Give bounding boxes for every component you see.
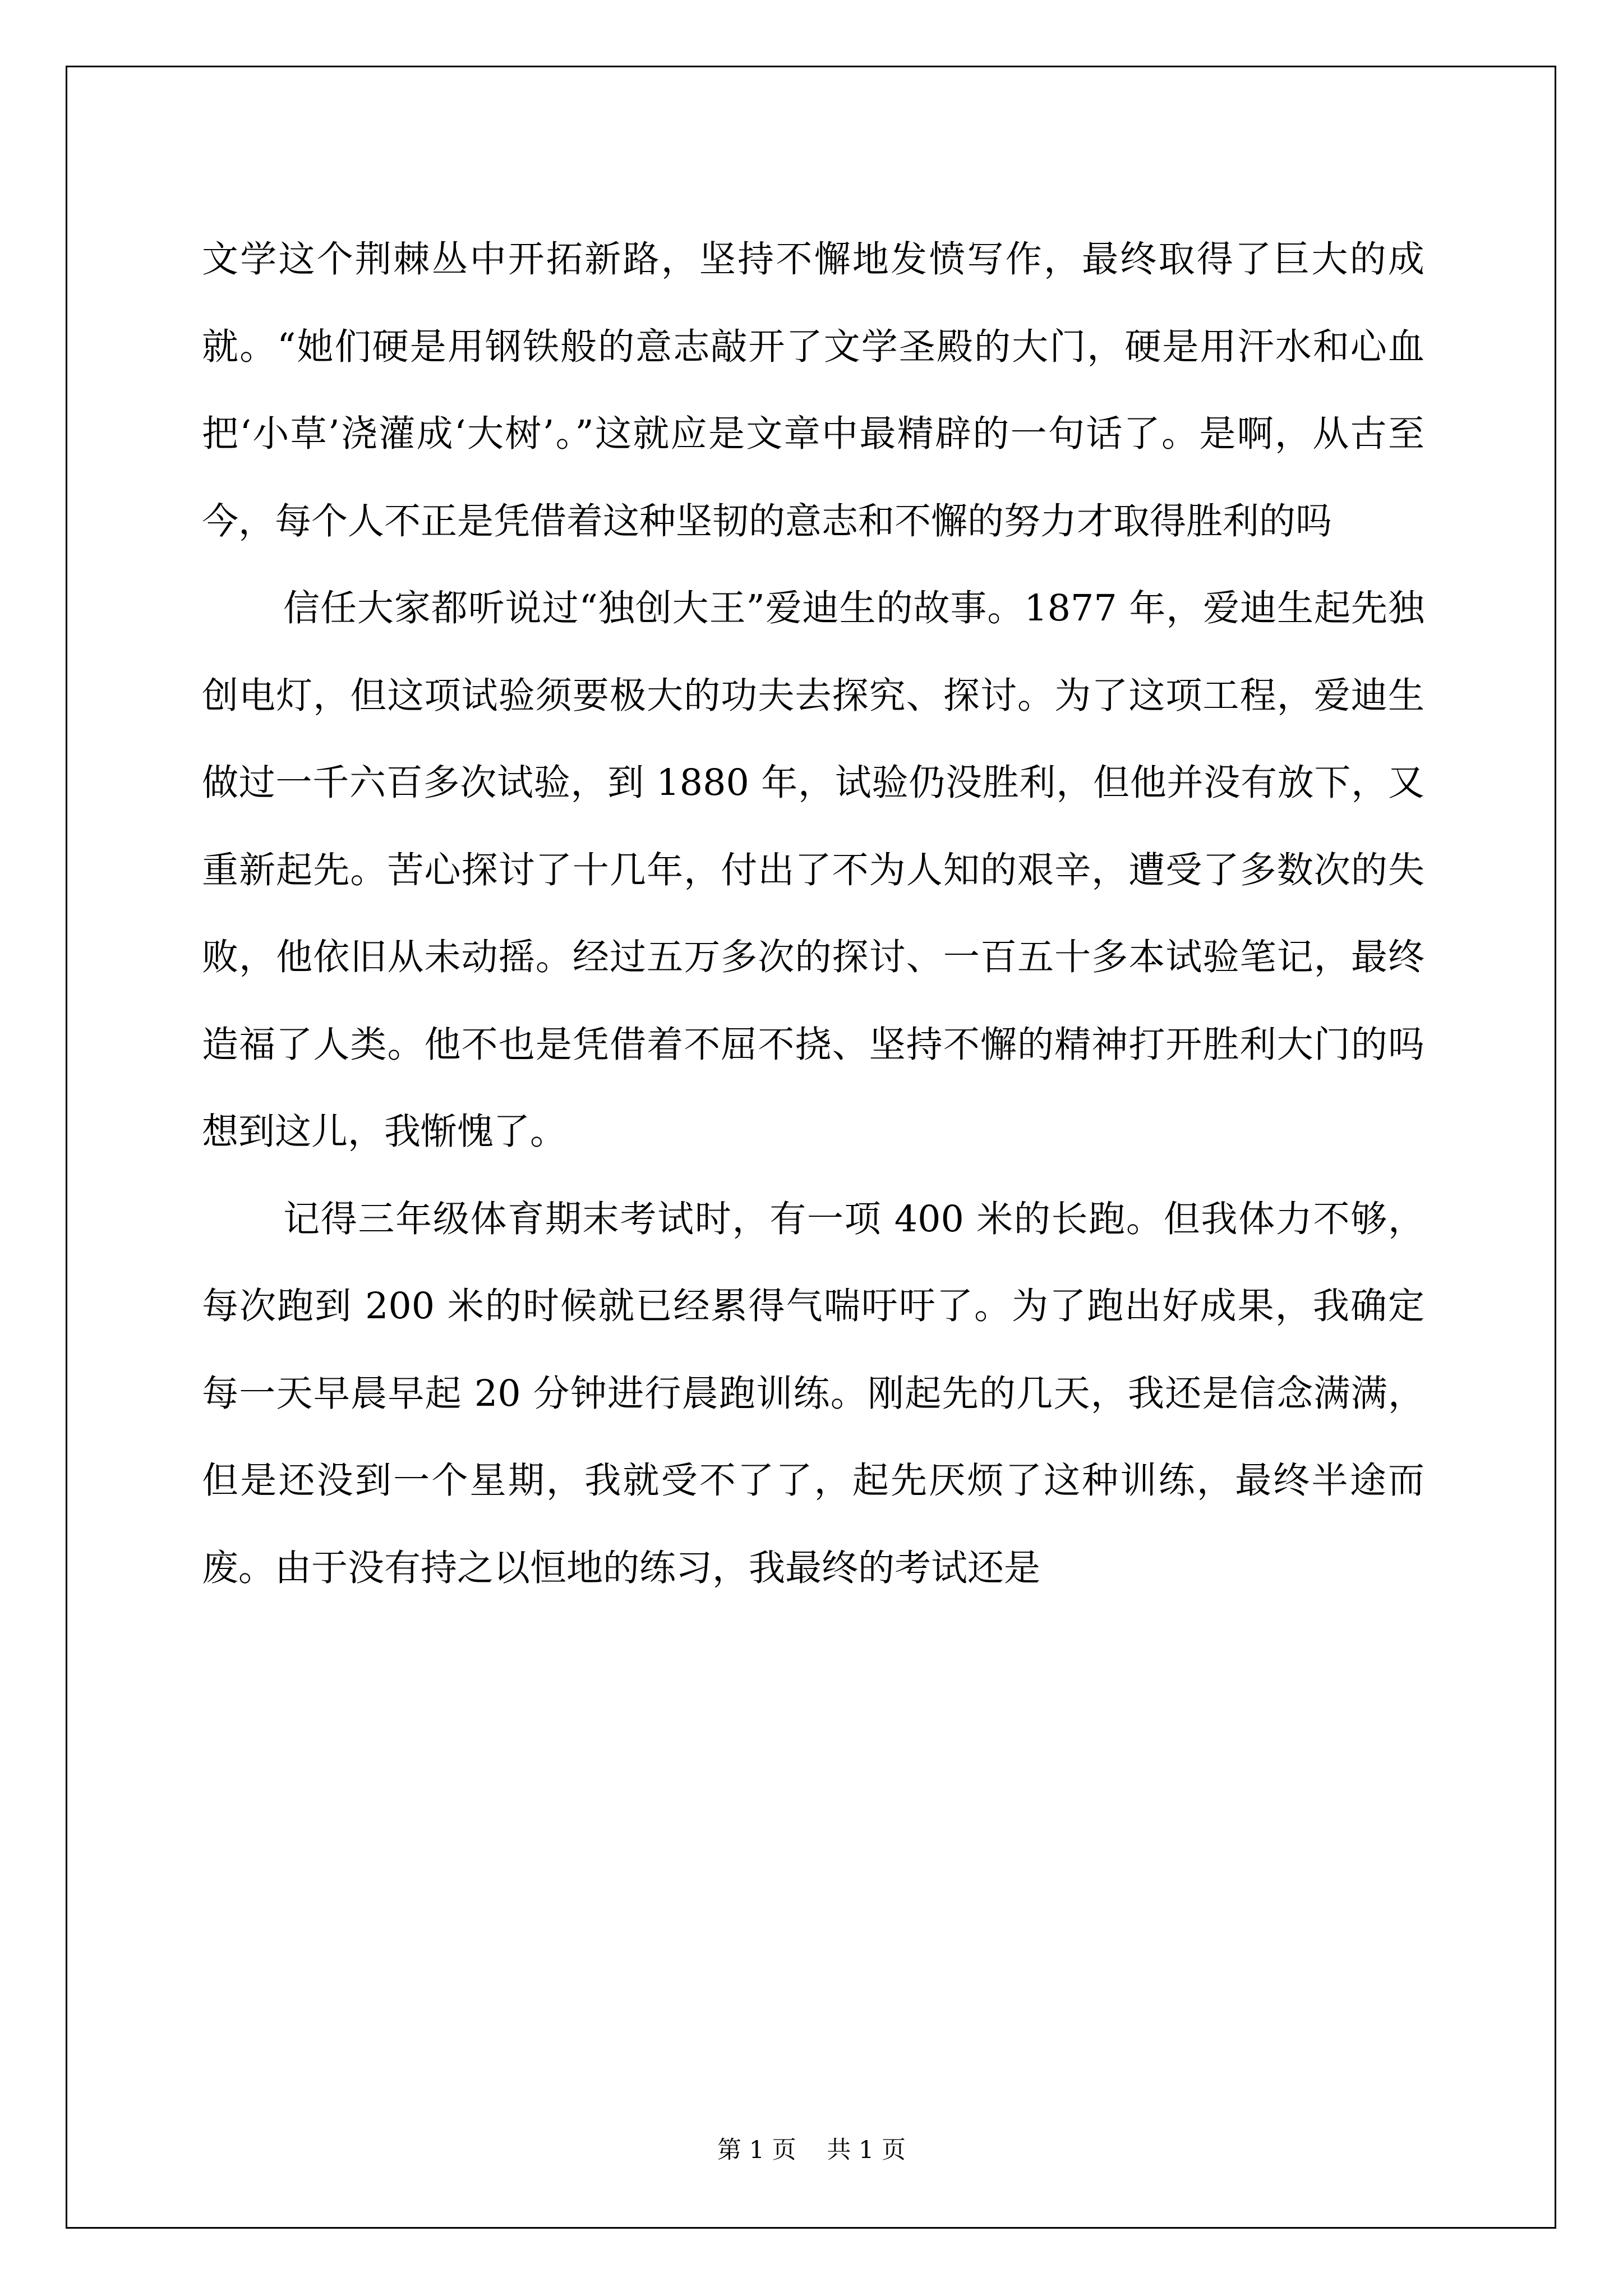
paragraph-2 xyxy=(202,565,1424,1176)
line: 练，最终半途而废。由于没有持之以恒地的练习，我最终的考试还是 xyxy=(202,1460,1424,1589)
paragraph-3 xyxy=(202,1176,1424,1612)
line: 够，每次跑到 200 米的时候就已经累得气喘吁吁了。为了跑出好成果， xyxy=(202,1198,1424,1327)
line: 一百五十多本试验笔记，最终造福了人类。他不也是凭借着不屈不挠、 xyxy=(202,936,1424,1066)
line: 艰辛，遭受了多数次的失败，他依旧从未动摇。经过五万多次的探讨、 xyxy=(202,849,1424,978)
line: 懈的努力才取得胜利的吗 xyxy=(931,500,1332,542)
line: 起先独创电灯，但这项试验须要极大的功夫去探究、探讨。为了这项 xyxy=(202,587,1424,717)
line: 记得三年级体育期末考试时，有一项 400 米的长跑。但我体力不 xyxy=(283,1198,1351,1240)
line: 我确定每一天早晨早起 20 分钟进行晨跑训练。刚起先的几天，我还是 xyxy=(202,1285,1424,1415)
line: 他并没有放下，又重新起先。苦心探讨了十几年，付出了不为人知的 xyxy=(202,762,1424,891)
line: 文学这个荆棘丛中开拓新路，坚持不懈地发愤写作，最终取得了巨大 xyxy=(202,238,1350,280)
line: 信任大家都听说过“独创大王”爱迪生的故事。1877 年，爱迪生 xyxy=(283,587,1315,629)
line: 汗水和心血把‘小草’浇灌成‘大树’。”这就应是文章中最精辟的一 xyxy=(202,325,1424,455)
line: 信念满满，但是还没到一个星期，我就受不了了，起先厌烦了这种训 xyxy=(202,1372,1424,1502)
paragraph-1 xyxy=(202,216,1424,565)
line: 工程，爱迪生做过一千六百多次试验，到 1880 年，试验仍没胜利，但 xyxy=(202,674,1424,804)
page-footer: 第 1 页 共 1 页 xyxy=(717,2136,906,2164)
document-body xyxy=(202,216,1424,1612)
line: 坚持不懈的精神打开胜利大门的吗想到这儿，我惭愧了。 xyxy=(202,1023,1424,1153)
line: 的成就。“她们硬是用钢铁般的意志敲开了文学圣殿的大门，硬是用 xyxy=(202,238,1424,368)
line: 句话了。是啊，从古至今，每个人不正是凭借着这种坚韧的意志和不 xyxy=(202,413,1424,542)
